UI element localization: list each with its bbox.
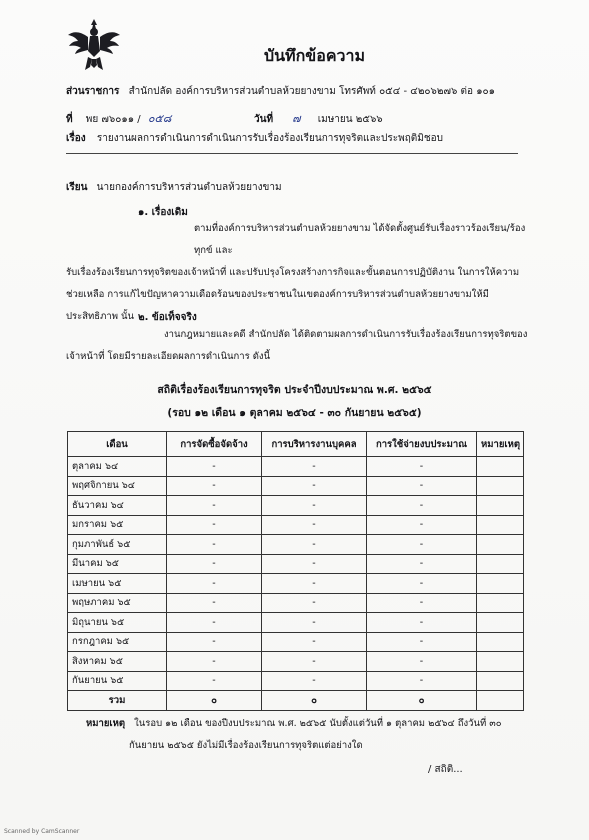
budget-cell: - bbox=[367, 515, 477, 535]
remark-cell bbox=[477, 515, 524, 535]
table-row bbox=[68, 554, 524, 574]
remark-cell bbox=[477, 632, 524, 652]
budget-cell: - bbox=[367, 574, 477, 594]
date-day-handwritten: ๗ bbox=[292, 112, 301, 125]
remark-cell bbox=[477, 671, 524, 691]
remark-cell bbox=[477, 593, 524, 613]
section1-line2: รับเรื่องร้องเรียนการทุจริตของเจ้าหน้าที่ และปรับปรุงโครงสร้างการกิจและขั้นตอนการปฏิบัติงาน ในการให้ความ bbox=[66, 267, 520, 278]
budget-cell: - bbox=[367, 554, 477, 574]
budget-cell: - bbox=[367, 652, 477, 672]
recipient-row bbox=[66, 180, 282, 195]
month-cell: เมษายน ๖๕ bbox=[68, 574, 167, 594]
section1-line4: ประสิทธิภาพ นั้น bbox=[66, 311, 134, 322]
reference-number-handwritten: ๐๕๘ bbox=[147, 112, 172, 125]
budget-cell: - bbox=[367, 476, 477, 496]
section1-heading: ๑. เรื่องเดิม bbox=[138, 207, 188, 218]
stats-subtitle: (รอบ ๑๒ เดือน ๑ ตุลาคม ๒๕๖๔ - ๓๐ กันยายน ๒๕๖๕) bbox=[167, 407, 422, 419]
table-row bbox=[68, 457, 524, 477]
section2-line2: เจ้าหน้าที่ โดยมีรายละเอียดผลการดำเนินการ ดังนี้ bbox=[66, 351, 271, 362]
remark-cell bbox=[477, 613, 524, 633]
table-row bbox=[68, 652, 524, 672]
remark-cell bbox=[477, 496, 524, 516]
table-row bbox=[68, 613, 524, 633]
month-cell: ธันวาคม ๖๔ bbox=[68, 496, 167, 516]
table-row bbox=[68, 515, 524, 535]
subject-row bbox=[66, 131, 443, 146]
procurement-cell: - bbox=[167, 554, 262, 574]
personnel-cell: - bbox=[262, 457, 367, 477]
stats-body bbox=[68, 457, 524, 691]
section2-body bbox=[66, 324, 528, 368]
remark-cell bbox=[477, 535, 524, 555]
section1-body bbox=[66, 218, 528, 328]
month-cell: มิถุนายน ๖๕ bbox=[68, 613, 167, 633]
procurement-cell: - bbox=[167, 574, 262, 594]
remark-cell bbox=[477, 457, 524, 477]
section1-line3: ช่วยเหลือ การแก้ไขปัญหาความเดือดร้อนของประชาชนในเขตองค์การบริหารส่วนตำบลห้วยยางขามให้มี bbox=[66, 289, 489, 300]
subject-label: เรื่อง bbox=[66, 133, 86, 144]
personnel-cell: - bbox=[262, 515, 367, 535]
recipient-label: เรียน bbox=[66, 182, 88, 193]
column-header-month: เดือน bbox=[68, 432, 167, 457]
scanner-watermark: Scanned by CamScanner bbox=[4, 828, 80, 835]
procurement-cell: - bbox=[167, 457, 262, 477]
budget-cell: - bbox=[367, 496, 477, 516]
budget-cell: - bbox=[367, 457, 477, 477]
procurement-cell: - bbox=[167, 496, 262, 516]
month-cell: สิงหาคม ๖๕ bbox=[68, 652, 167, 672]
personnel-cell: - bbox=[262, 496, 367, 516]
column-header-personnel: การบริหารงานบุคคล bbox=[262, 432, 367, 457]
remark-cell bbox=[477, 574, 524, 594]
personnel-cell: - bbox=[262, 574, 367, 594]
budget-cell: - bbox=[367, 671, 477, 691]
table-row bbox=[68, 574, 524, 594]
total-personnel: ๐ bbox=[262, 691, 367, 711]
budget-cell: - bbox=[367, 535, 477, 555]
agency-label: ส่วนราชการ bbox=[66, 86, 120, 97]
recipient-value: นายกองค์การบริหารส่วนตำบลห้วยยางขาม bbox=[96, 182, 282, 193]
total-budget: ๐ bbox=[367, 691, 477, 711]
agency-row bbox=[66, 84, 495, 99]
personnel-cell: - bbox=[262, 652, 367, 672]
column-header-procurement: การจัดซื้อจัดจ้าง bbox=[167, 432, 262, 457]
procurement-cell: - bbox=[167, 671, 262, 691]
procurement-cell: - bbox=[167, 593, 262, 613]
month-cell: ตุลาคม ๖๔ bbox=[68, 457, 167, 477]
month-cell: พฤศจิกายน ๖๔ bbox=[68, 476, 167, 496]
header-divider bbox=[66, 153, 518, 154]
table-row bbox=[68, 535, 524, 555]
month-cell: มีนาคม ๖๕ bbox=[68, 554, 167, 574]
procurement-cell: - bbox=[167, 613, 262, 633]
date-row bbox=[254, 109, 383, 127]
month-cell: กรกฎาคม ๖๕ bbox=[68, 632, 167, 652]
personnel-cell: - bbox=[262, 535, 367, 555]
reference-row bbox=[66, 109, 171, 127]
complaint-stats-table bbox=[67, 431, 524, 711]
procurement-cell: - bbox=[167, 515, 262, 535]
column-header-remark: หมายเหตุ bbox=[477, 432, 524, 457]
remark-line1 bbox=[86, 716, 502, 731]
column-header-budget: การใช้จ่ายงบประมาณ bbox=[367, 432, 477, 457]
table-row bbox=[68, 476, 524, 496]
remark-cell bbox=[477, 554, 524, 574]
procurement-cell: - bbox=[167, 632, 262, 652]
stats-title: สถิติเรื่องร้องเรียนการทุจริต ประจำปีงบประมาณ พ.ศ. ๒๕๖๕ bbox=[157, 384, 432, 396]
procurement-cell: - bbox=[167, 652, 262, 672]
month-cell: พฤษภาคม ๖๕ bbox=[68, 593, 167, 613]
reference-prefix: พย ๗๖๐๑๑ / bbox=[85, 114, 141, 125]
budget-cell: - bbox=[367, 632, 477, 652]
month-cell: มกราคม ๖๕ bbox=[68, 515, 167, 535]
total-procurement: ๐ bbox=[167, 691, 262, 711]
remark-cell bbox=[477, 652, 524, 672]
section1-line1: ตามที่องค์การบริหารส่วนตำบลห้วยยางขาม ได้จัดตั้งศูนย์รับเรื่องราวร้องเรียน/ร้องทุกข์ และ bbox=[194, 223, 526, 256]
table-row bbox=[68, 632, 524, 652]
month-cell: กุมภาพันธ์ ๖๕ bbox=[68, 535, 167, 555]
personnel-cell: - bbox=[262, 593, 367, 613]
table-row bbox=[68, 496, 524, 516]
total-remark bbox=[477, 691, 524, 711]
month-cell: กันยายน ๖๕ bbox=[68, 671, 167, 691]
section2-line1: งานกฎหมายและคดี สำนักปลัด ได้ติดตามผลการดำเนินการรับเรื่องร้องเรียนการทุจริตของ bbox=[164, 329, 528, 340]
remark-label: หมายเหตุ bbox=[86, 718, 126, 729]
total-label: รวม bbox=[68, 691, 167, 711]
personnel-cell: - bbox=[262, 476, 367, 496]
personnel-cell: - bbox=[262, 671, 367, 691]
table-row bbox=[68, 671, 524, 691]
table-row bbox=[68, 593, 524, 613]
agency-value: สำนักปลัด องค์การบริหารส่วนตำบลห้วยยางขาม โทรศัพท์ ๐๕๔ - ๔๒๐๖๒๗๖ ต่อ ๑๐๑ bbox=[128, 86, 495, 97]
memo-title: บันทึกข้อความ bbox=[263, 46, 366, 65]
personnel-cell: - bbox=[262, 613, 367, 633]
stats-total-row bbox=[68, 691, 524, 711]
personnel-cell: - bbox=[262, 632, 367, 652]
budget-cell: - bbox=[367, 593, 477, 613]
remark-text-2: กันยายน ๒๕๖๕ ยังไม่มีเรื่องร้องเรียนการทุจริตแต่อย่างใด bbox=[129, 740, 363, 751]
remark-text-1: ในรอบ ๑๒ เดือน ของปีงบประมาณ พ.ศ. ๒๕๖๕ นับตั้งแต่วันที่ ๑ ตุลาคม ๒๕๖๔ ถึงวันที่ ๓๐ bbox=[134, 718, 502, 729]
reference-label: ที่ bbox=[66, 114, 73, 125]
date-month-year: เมษายน ๒๕๖๖ bbox=[317, 114, 383, 125]
budget-cell: - bbox=[367, 613, 477, 633]
section2-heading: ๒. ข้อเท็จจริง bbox=[138, 312, 197, 323]
procurement-cell: - bbox=[167, 476, 262, 496]
remark-cell bbox=[477, 476, 524, 496]
personnel-cell: - bbox=[262, 554, 367, 574]
subject-value: รายงานผลการดำเนินการดำเนินการรับเรื่องร้องเรียนการทุจริตและประพฤติมิชอบ bbox=[96, 133, 443, 144]
date-label: วันที่ bbox=[254, 114, 274, 125]
stats-header-row bbox=[68, 432, 524, 457]
continuation-marker: / สถิติ... bbox=[428, 764, 463, 775]
procurement-cell: - bbox=[167, 535, 262, 555]
